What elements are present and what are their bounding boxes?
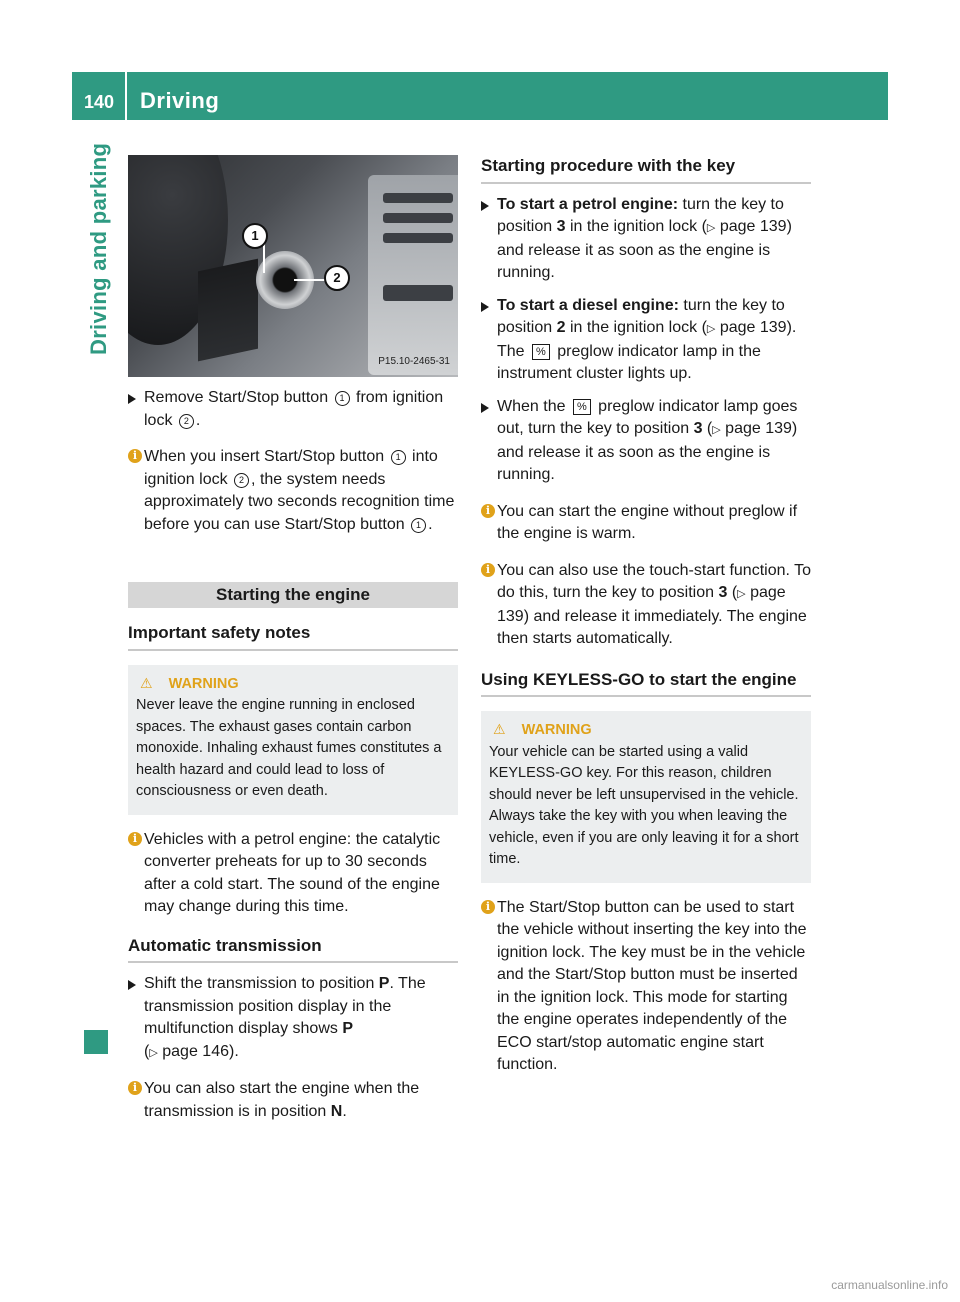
step-preglow-out: When the % preglow indicator lamp goes out, turn the key to position 3 (▷ page 139) and release it as soon as the engine is running. [481,396,811,487]
page-ref-icon: ▷ [149,1046,158,1059]
callout-1: 1 [242,223,268,249]
arrow-bullet-icon [481,403,489,413]
ignition-lock-photo [128,155,458,377]
page-reference-link[interactable]: page 139 [719,319,787,336]
info-no-preglow: i You can start the engine without preglow if the engine is warm. [481,501,811,546]
warning-text: Never leave the engine running in enclosed spaces. The exhaust gases contain carbon monoxide. Inhaling exhaust fumes constitutes a health hazard and could lead to loss of consciousness or even death. [136,697,442,799]
info-touch-start: i You can also use the touch-start function. To do this, turn the key to position 3 (▷ page 139) and release it immediately. The engine then starts automatically. [481,560,811,651]
callout-2: 2 [324,265,350,291]
info-icon: i [481,563,495,577]
warning-label: WARNING [521,722,592,738]
warning-box-exhaust [128,665,458,815]
side-tab-label: Driving and parking [86,142,111,355]
figure-reference: P15.10-2465-31 [378,355,450,367]
side-tab-marker [84,1030,108,1054]
page-number: 140 [84,92,115,112]
warning-label: WARNING [168,675,239,692]
page-reference-link[interactable]: page 139 [719,218,787,235]
arrow-bullet-icon [481,302,489,312]
info-icon: i [481,900,495,914]
warning-text: Your vehicle can be started using a valid KEYLESS-GO key. For this reason, children should never be left unsupervised in the vehicle. Always take the key with you when leaving the vehicle, even if you are only leaving it for a short time. [489,743,799,867]
info-position-n: i You can also start the engine when the transmission is in position N. [128,1078,458,1123]
warning-box-keyless [481,711,811,883]
info-icon: i [128,832,142,846]
preglow-lamp-icon: % [573,399,591,415]
info-icon: i [128,449,142,463]
safety-heading: Important safety notes [128,622,458,651]
section-title: Starting the engine [128,582,458,608]
info-start-stop-button: i The Start/Stop button can be used to start the vehicle without inserting the key into the ignition lock. The key must be in the vehicle and the Start/Stop button must be inserted in the ignition lock. This mode for starting the engine operates independently of the ECO start/stop automatic engine start function. [481,897,811,1077]
page-reference-link[interactable]: page 139 [497,584,786,625]
preglow-lamp-icon: % [532,344,550,360]
keyless-go-heading: Using KEYLESS-GO to start the engine [481,669,811,698]
step-shift-to-p: Shift the transmission to position P. The transmission position display in the multifunction display shows P (▷ page 146). [128,973,458,1064]
warning-triangle-icon: ⚠ [493,721,506,737]
key-procedure-heading: Starting procedure with the key [481,155,811,184]
page-reference-link[interactable]: page 146 [162,1042,229,1060]
right-column [481,155,811,1077]
page-reference-link[interactable]: page 139 [725,420,792,437]
arrow-bullet-icon [481,201,489,211]
automatic-transmission-heading: Automatic transmission [128,935,458,964]
chapter-title: Driving [140,88,220,113]
info-recognition-time: i When you insert Start/Stop button 1 into ignition lock 2 , the system needs approximately two seconds recognition time before you can use Start/Stop button 1 . [128,446,458,536]
watermark: carmanualsonline.info [831,1278,948,1292]
info-icon: i [128,1081,142,1095]
left-column [128,155,458,1123]
arrow-bullet-icon [128,980,136,990]
info-icon: i [481,504,495,518]
info-catalytic-converter: i Vehicles with a petrol engine: the catalytic converter preheats for up to 30 seconds after a cold start. The sound of the engine may change during this time. [128,829,458,919]
warning-triangle-icon: ⚠ [140,674,153,691]
step-petrol-engine: To start a petrol engine: turn the key to position 3 in the ignition lock (▷ page 139) and release it as soon as the engine is running. [481,194,811,285]
step-remove-button: Remove Start/Stop button 1 from ignition lock 2 . [128,387,458,432]
header-divider [125,72,127,120]
step-diesel-engine: To start a diesel engine: turn the key to position 2 in the ignition lock (▷ page 139). The % preglow indicator lamp in the instrument cluster lights up. [481,295,811,386]
arrow-bullet-icon [128,394,136,404]
